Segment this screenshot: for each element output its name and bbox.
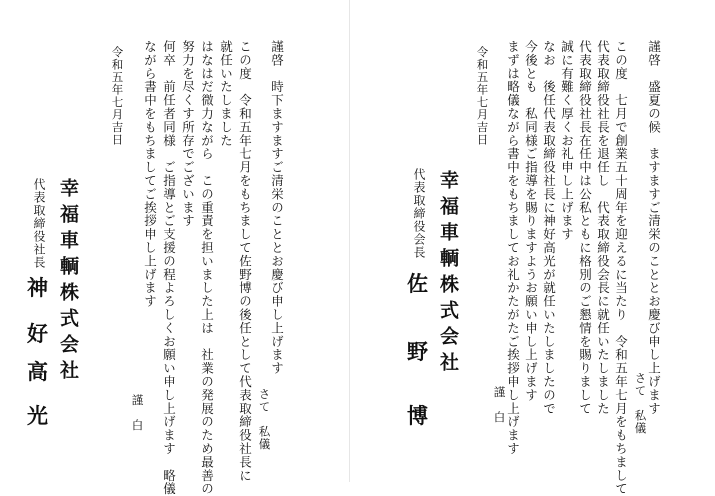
right-body-line-6: 今後とも 私同様ご指導を賜りますようお願い申し上げます [523,40,539,402]
left-company-name: 幸福車輌株式会社 [57,178,79,386]
right-letter [350,0,715,496]
left-signatory-char-1: 神 [27,275,48,300]
right-body-line-2: 代表取締役社長を退任し 代表取締役会長に就任いたしました [595,40,611,416]
left-signatory-char-4: 光 [27,403,48,428]
left-closing: 謹 白 [130,394,145,432]
left-body-line-5: 何卒 前任者同様 ご指導とご支援の程よろしくお願い申し上げます 略儀 [161,40,177,496]
left-body-line-2: 就任いたしました [218,40,234,148]
right-body-line-4: 誠に有難く厚くお礼申し上げます [559,40,575,241]
right-body-line-5: なお 後任代表取締役社長に神好高光が就任いたしましたので [541,40,557,416]
right-humble-phrase: さて 私儀 [633,372,648,435]
right-signatory-char-1: 佐 [407,271,428,296]
right-closing: 謹 白 [492,386,507,424]
left-position: 代表取締役社長 [32,178,46,269]
right-signatory-char-2: 野 [407,339,428,364]
left-body-line-4: 努力を尽くす所存でございます [180,40,196,228]
right-body-line-3: 代表取締役社長在任中は公私ともに格別のご懇情を賜りまして [577,40,593,416]
left-body-line-1: この度 令和五年七月をもちまして佐野博の後任として代表取締役社長に [237,40,253,483]
left-salutation: 謹啓 時下ますますご清栄のこととお慶び申し上げます [269,40,285,375]
right-body-line-1: この度 七月で創業五十周年を迎えるに当たり 令和五年七月をもちまして [613,40,629,496]
right-salutation: 謹啓 盛夏の候 ますますご清栄のこととお慶び申し上げます [646,40,662,416]
left-signatory-char-3: 高 [27,359,48,384]
right-signatory-char-3: 博 [407,403,428,428]
right-body-line-7: まずは略儀ながら書中をもちましてお礼かたがたご挨拶申し上げます [505,40,521,456]
right-position: 代表取締役会長 [412,168,426,259]
left-body-line-3: はなはだ微力ながら この重責を担いました上は 社業の発展のため最善の [199,40,215,496]
left-date: 令和五年七月吉日 [110,46,125,146]
left-signatory-char-2: 好 [27,321,48,346]
right-company-name: 幸福車輌株式会社 [437,170,459,378]
left-letter [0,0,350,496]
right-date: 令和五年七月吉日 [475,46,490,146]
left-humble-phrase: さて 私儀 [257,388,272,451]
left-body-line-6: ながら書中をもちましてご挨拶申し上げます [142,40,158,308]
